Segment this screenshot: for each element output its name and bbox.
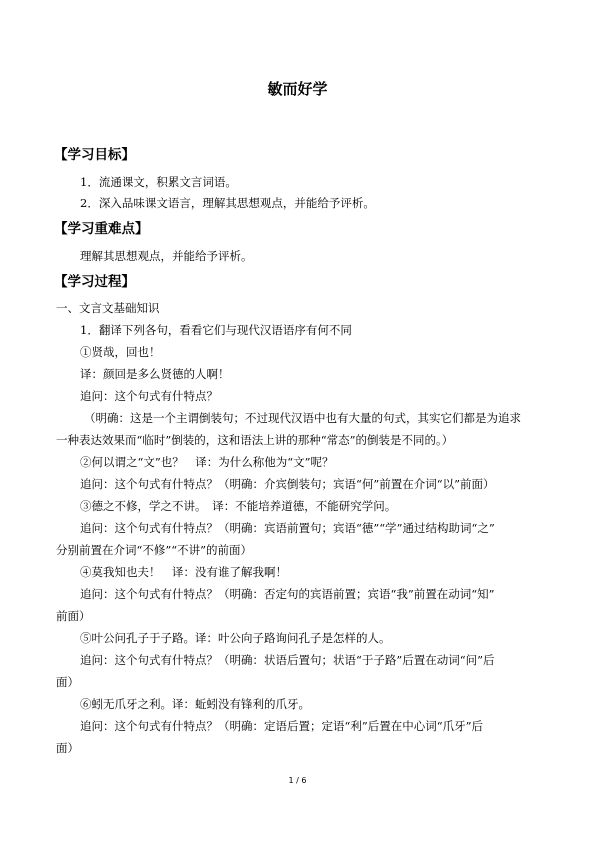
followup-6-line-1: 追问：这个句式有什特点？（明确：定语后置；定语“利”后置在中心词“爪牙”后 [80,719,484,733]
followup-4-line-1: 追问：这个句式有什特点？（明确：否定句的宾语前置；宾语“我”前置在动词“知” [80,587,495,601]
sentence-2: ②何以谓之“文”也？ 译：为什么称他为“文”呢？ [80,455,334,469]
sentence-6: ⑥蚓无爪牙之利。译：蚯蚓没有锋利的爪牙。 [80,697,310,711]
sentence-4: ④莫我知也夫！ 译：没有谁了解我啊！ [80,565,287,579]
followup-2: 追问：这个句式有什特点？（明确：介宾倒装句；宾语“何”前置在介词“以”前面） [80,477,495,491]
exercise-prompt: 1．翻译下列各句，看看它们与现代汉语语序有何不同 [80,323,352,337]
followup-5-line-1: 追问：这个句式有什特点？（明确：状语后置句；状语“于子路”后置在动词“问”后 [80,653,495,667]
goal-item-2: 2．深入品味课文语言，理解其思想观点，并能给予评析。 [80,196,375,210]
sentence-5: ⑤叶公问孔子于子路。译：叶公向子路询问孔子是怎样的人。 [80,631,391,645]
explanation-1-line-1: （明确：这是一个主谓倒装句；不过现代汉语中也有大量的句式，其实它们都是为追求 [84,411,521,425]
followup-3-line-2: 分别前置在介词“不修”“不讲”的前面） [56,543,253,557]
key-points-text: 理解其思想观点，并能给予评析。 [80,249,253,263]
followup-6-line-2: 面） [56,741,79,755]
followup-3-line-1: 追问：这个句式有什特点？（明确：宾语前置句；宾语“德”“学”通过结构助词“之” [80,521,495,535]
heading-key-points: 【学习重难点】 [54,221,149,237]
page-number: 1 / 6 [288,776,307,785]
sentence-1: ①贤哉，回也！ [80,345,161,359]
sentence-3: ③德之不修，学之不讲。 译：不能培养道德，不能研究学问。 [80,499,397,513]
page-title: 敏而好学 [267,80,328,98]
heading-goals: 【学习目标】 [54,147,135,163]
translation-1: 译：颜回是多么贤德的人啊！ [80,367,230,381]
heading-process: 【学习过程】 [54,274,135,290]
goal-item-1: 1．流通课文，积累文言词语。 [80,175,237,189]
explanation-1-line-2: 一种表达效果而“临时”倒装的，这和语法上讲的那种“常态”的倒装是不同的。） [56,433,454,447]
followup-1: 追问：这个句式有什特点？ [80,389,218,403]
section-heading: 一、文言文基础知识 [56,301,160,315]
followup-5-line-2: 面） [56,675,79,689]
followup-4-line-2: 前面） [56,609,91,623]
